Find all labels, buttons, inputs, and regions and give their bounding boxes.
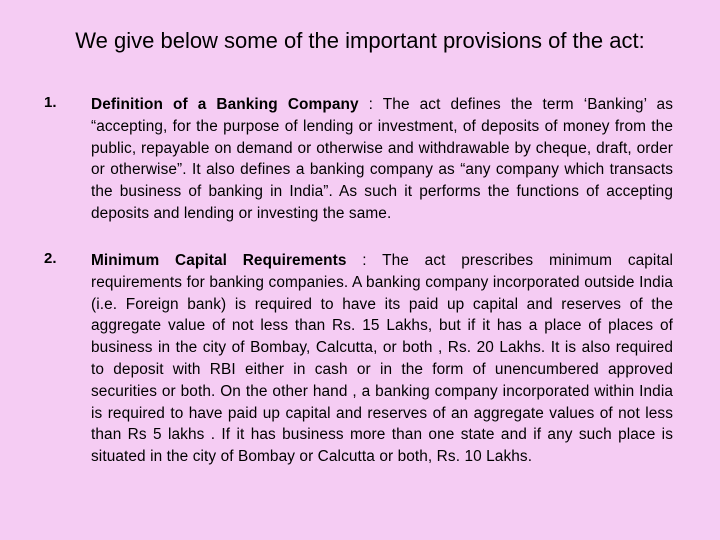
item-body — [91, 250, 673, 468]
item-heading: Minimum Capital Requirements — [91, 252, 347, 269]
item-number: 2. — [44, 250, 57, 267]
item-text: : The act prescribes minimum capital requirements for banking companies. A banking company incorporated outside India (i.e. Foreign bank) is required to have its paid up capital and reserves of the aggregate value of not less than Rs. 15 Lakhs, but if it has a place of places of business in the city of Bombay, Calcutta, or both , Rs. 20 Lakhs. It is also required to deposit with RBI either in cash or in the form of unencumbered approved securities or both. On the other hand , a banking company incorporated within India is required to have paid up capital and reserves of an aggregate values of not less than Rs 5 lakhs . If it has business more than one state and if any such place is situated in the city of Bombay or Calcutta or both, Rs. 10 Lakhs. — [91, 252, 674, 466]
item-text: : The act defines the term ‘Banking’ as “accepting, for the purpose of lending or investment, of deposits of money from the public, repayable on demand or otherwise and withdrawable by cheque, draft, order or otherwise”. It also defines a banking company as “any company which transacts the business of banking in India”. As such it performs the functions of accepting deposits and lending or investing the same. — [91, 96, 673, 222]
item-number: 1. — [44, 94, 57, 111]
item-body — [91, 94, 673, 225]
slide-title: We give below some of the important provisions of the act: — [75, 28, 645, 53]
item-heading: Definition of a Banking Company — [91, 96, 359, 113]
